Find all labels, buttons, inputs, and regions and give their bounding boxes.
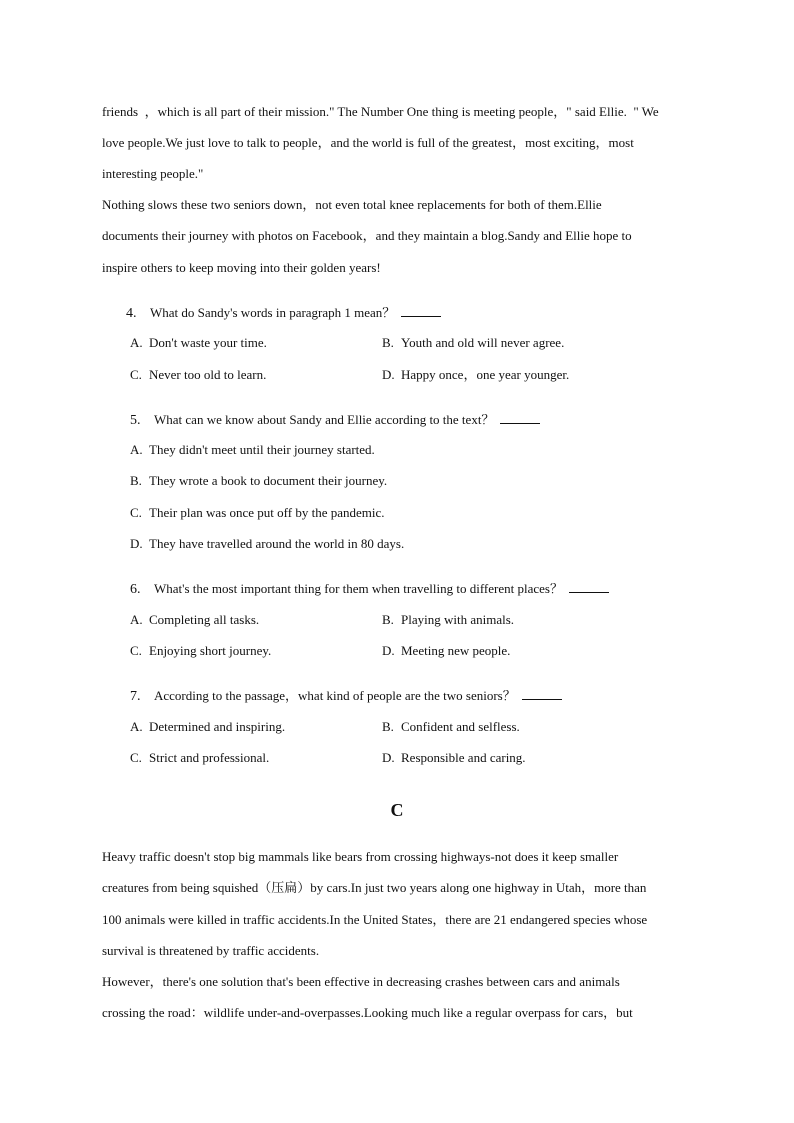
answer-blank[interactable] xyxy=(500,411,540,424)
option-c[interactable] xyxy=(130,750,269,766)
question-stem xyxy=(130,687,562,705)
option-text: Meeting new people. xyxy=(401,643,511,658)
option-letter: A. xyxy=(130,335,143,350)
option-text: Playing with animals. xyxy=(401,612,515,627)
option-text: Strict and professional. xyxy=(149,750,270,765)
option-letter: D. xyxy=(382,643,395,658)
option-letter: C. xyxy=(130,643,142,658)
option-text: Don't waste your time. xyxy=(149,335,267,350)
option-text: Happy once，one year younger. xyxy=(401,367,570,382)
passage-line: documents their journey with photos on Facebook，and they maintain a blog.Sandy and Ellie hope to xyxy=(102,228,632,243)
question-stem xyxy=(130,580,609,598)
option-letter: C. xyxy=(130,750,142,765)
option-text: Enjoying short journey. xyxy=(149,643,272,658)
question-text: What do Sandy's words in paragraph 1 mean？ xyxy=(150,305,396,320)
question-stem xyxy=(130,411,540,429)
question-number: 6. xyxy=(130,582,141,597)
passage-line: interesting people." xyxy=(102,166,204,181)
question-stem xyxy=(126,304,441,322)
option-c[interactable] xyxy=(130,505,385,521)
option-b[interactable] xyxy=(382,719,520,735)
question-number: 5. xyxy=(130,413,141,428)
option-letter: C. xyxy=(130,367,142,382)
option-a[interactable] xyxy=(130,335,267,351)
option-letter: D. xyxy=(130,536,143,551)
option-a[interactable] xyxy=(130,442,375,458)
question-text: What's the most important thing for them when travelling to different places？ xyxy=(154,581,563,596)
passage-line: creatures from being squished（压扁）by cars.In just two years along one highway in Utah，more than xyxy=(102,880,647,895)
option-d[interactable] xyxy=(130,536,404,552)
option-b[interactable] xyxy=(130,473,387,489)
option-text: They wrote a book to document their journey. xyxy=(149,473,388,488)
section-c-heading: C xyxy=(390,800,404,820)
passage-line: inspire others to keep moving into their golden years! xyxy=(102,260,381,275)
option-text: Completing all tasks. xyxy=(149,612,260,627)
question-text: What can we know about Sandy and Ellie according to the text？ xyxy=(154,412,495,427)
option-text: They have travelled around the world in 80 days. xyxy=(149,536,405,551)
option-letter: B. xyxy=(382,612,394,627)
option-text: Youth and old will never agree. xyxy=(401,335,565,350)
option-text: Their plan was once put off by the pandemic. xyxy=(149,505,385,520)
answer-blank[interactable] xyxy=(522,687,562,700)
option-c[interactable] xyxy=(130,643,271,659)
option-c[interactable] xyxy=(130,367,266,383)
option-a[interactable] xyxy=(130,612,259,628)
option-letter: D. xyxy=(382,750,395,765)
option-b[interactable] xyxy=(382,612,514,628)
option-d[interactable] xyxy=(382,367,569,383)
option-text: Responsible and caring. xyxy=(401,750,526,765)
passage-line: crossing the road：wildlife under-and-overpasses.Looking much like a regular overpass for cars，but xyxy=(102,1005,633,1020)
option-text: They didn't meet until their journey started. xyxy=(149,442,375,457)
option-letter: B. xyxy=(382,335,394,350)
option-letter: C. xyxy=(130,505,142,520)
option-letter: D. xyxy=(382,367,395,382)
passage-line: love people.We just love to talk to people，and the world is full of the greatest，most exciting，most xyxy=(102,135,634,150)
option-text: Never too old to learn. xyxy=(149,367,267,382)
option-text: Determined and inspiring. xyxy=(149,719,286,734)
option-d[interactable] xyxy=(382,750,526,766)
option-letter: B. xyxy=(382,719,394,734)
option-letter: A. xyxy=(130,612,143,627)
question-number: 4. xyxy=(126,306,137,321)
option-text: Confident and selfless. xyxy=(401,719,520,734)
option-b[interactable] xyxy=(382,335,564,351)
passage-line: However，there's one solution that's been effective in decreasing crashes between cars and animals xyxy=(102,974,620,989)
question-number: 7. xyxy=(130,689,141,704)
answer-blank[interactable] xyxy=(401,304,441,317)
passage-line: Nothing slows these two seniors down，not even total knee replacements for both of them.Ellie xyxy=(102,197,602,212)
passage-line: Heavy traffic doesn't stop big mammals like bears from crossing highways-not does it keep smaller xyxy=(102,849,619,864)
option-letter: A. xyxy=(130,442,143,457)
question-text: According to the passage，what kind of people are the two seniors？ xyxy=(154,688,516,703)
option-letter: B. xyxy=(130,473,142,488)
option-letter: A. xyxy=(130,719,143,734)
passage-line: 100 animals were killed in traffic accidents.In the United States，there are 21 endangered species whose xyxy=(102,912,648,927)
passage-line: survival is threatened by traffic accidents. xyxy=(102,943,320,958)
answer-blank[interactable] xyxy=(569,580,609,593)
passage-line: friends ，which is all part of their mission." The Number One thing is meeting people，" said Ellie. " We xyxy=(102,104,659,119)
option-d[interactable] xyxy=(382,643,510,659)
option-a[interactable] xyxy=(130,719,285,735)
